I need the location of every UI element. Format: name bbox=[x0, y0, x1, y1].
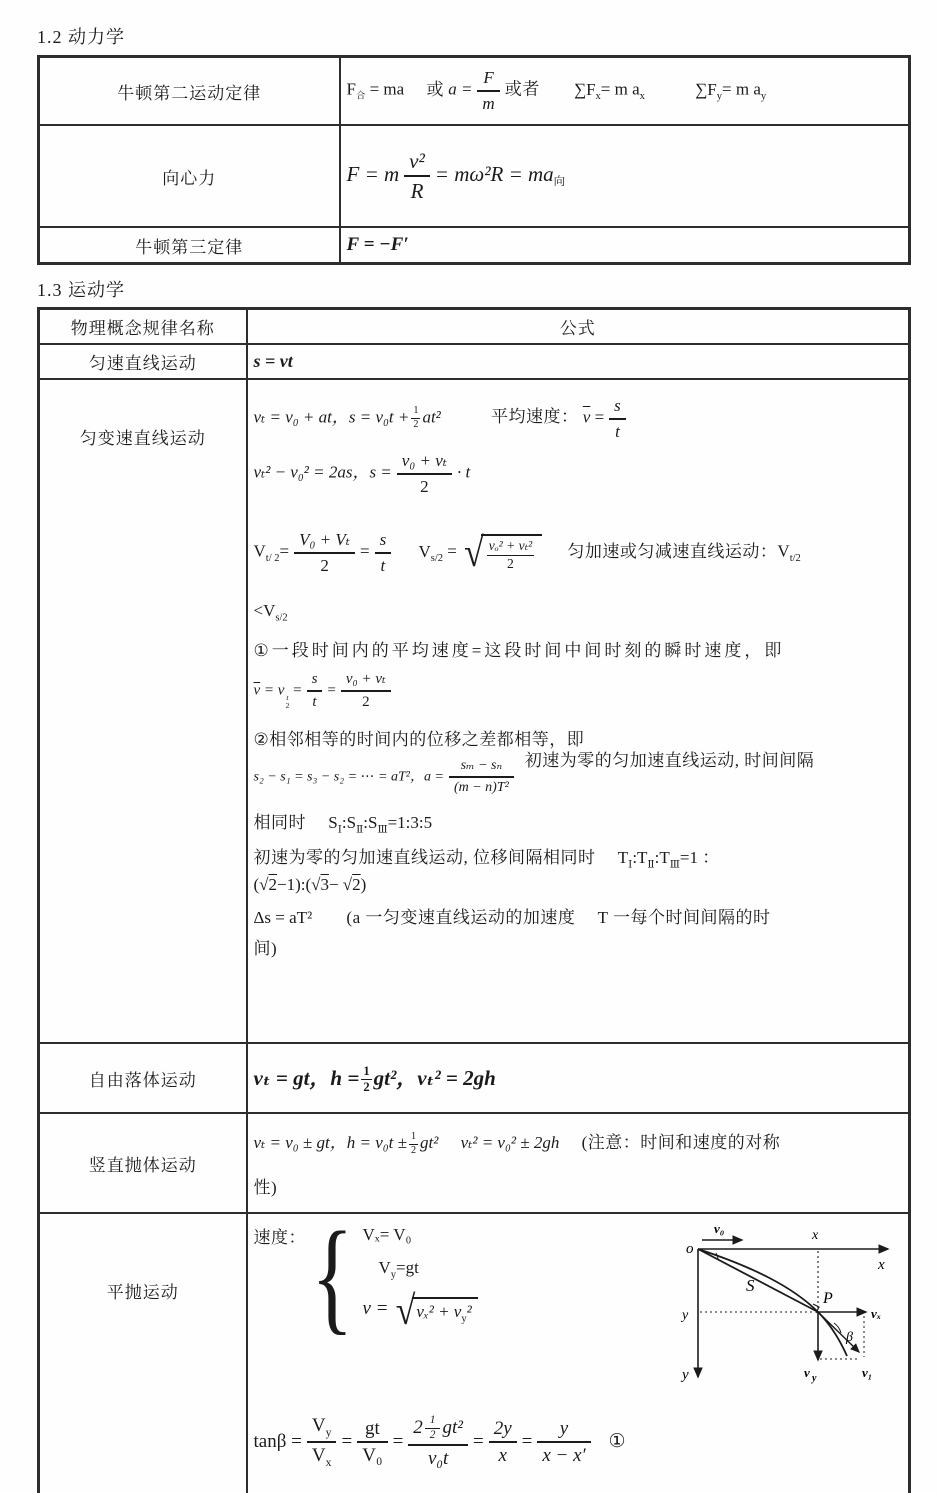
table-row bbox=[39, 1043, 910, 1113]
formula-run: 或 bbox=[426, 79, 444, 99]
formula-line-1 bbox=[254, 1128, 903, 1156]
formula-run: tanβ = bbox=[253, 1430, 302, 1452]
formula-run: vₜ² − v₀² = 2as，s = bbox=[253, 462, 392, 482]
fraction-numerator: 1 bbox=[409, 1132, 418, 1145]
row-label-projectile: 平抛运动 bbox=[39, 1213, 247, 1493]
formula-run: vₜ = v₀ ± gt，h = v₀t ± bbox=[253, 1133, 407, 1153]
formula-subscript: y bbox=[325, 1425, 332, 1439]
formula-run: V bbox=[418, 541, 431, 561]
formula-line-11 bbox=[254, 875, 903, 895]
fraction-numerator: V₀ + Vₜ bbox=[294, 530, 355, 554]
formula-subscript: y bbox=[716, 91, 723, 103]
formula-line-2 bbox=[254, 451, 903, 496]
formula-line-9 bbox=[254, 808, 903, 835]
formula-line-3 bbox=[254, 530, 903, 575]
fraction-denominator: 2 bbox=[410, 1144, 417, 1156]
table-row bbox=[39, 227, 910, 264]
fraction-denominator: m bbox=[482, 94, 495, 113]
fraction-numerator: vₒ² + vₜ² bbox=[487, 539, 534, 555]
fraction-denominator: t bbox=[312, 693, 317, 710]
header-formula: 公式 bbox=[247, 309, 910, 345]
table-row bbox=[39, 309, 910, 345]
formula-run: 或者 bbox=[504, 79, 540, 99]
formula-run: = ma bbox=[369, 79, 405, 99]
fraction-numerator: sₘ − sₙ bbox=[449, 758, 514, 778]
formula-subscript: Ⅲ bbox=[377, 824, 388, 836]
fraction-denominator: 2 bbox=[420, 476, 429, 496]
fraction-numerator: v² bbox=[404, 149, 430, 177]
fraction-denominator: R bbox=[410, 179, 424, 203]
formula-run: :T bbox=[632, 847, 648, 867]
fraction-denominator: 2 bbox=[507, 555, 514, 571]
formula-subscript: y bbox=[390, 1269, 397, 1281]
diagram-label-y-axis: y bbox=[682, 1367, 689, 1383]
small-fraction bbox=[361, 1065, 371, 1094]
dynamics-table bbox=[37, 55, 911, 265]
left-brace: { bbox=[311, 1207, 354, 1346]
fraction-denominator: x bbox=[498, 1445, 507, 1467]
formula-run: = bbox=[594, 407, 605, 427]
diagram-label-displacement: S bbox=[746, 1276, 755, 1295]
projectile-top-block bbox=[253, 1207, 903, 1391]
diagram-label-beta: β bbox=[846, 1330, 853, 1345]
formula-run: ∑F bbox=[573, 79, 596, 99]
fraction-numerator: s bbox=[307, 671, 323, 692]
fraction bbox=[489, 1418, 517, 1468]
fraction-numerator: 1 bbox=[425, 1415, 441, 1429]
formula-run: gt²，vₜ² = 2gh bbox=[373, 1065, 496, 1090]
cell-formula-newton3: F = −F′ bbox=[340, 227, 910, 264]
small-fraction bbox=[487, 539, 534, 571]
formula-run: V bbox=[378, 1258, 391, 1277]
table-row bbox=[39, 1213, 910, 1493]
fraction-denominator: 2 bbox=[362, 693, 370, 710]
formula-run: = m a bbox=[600, 79, 640, 99]
diagram-label-x-axis: x bbox=[878, 1257, 885, 1273]
formula-run: vₜ = v₀ + at，s = v₀t + bbox=[253, 407, 410, 427]
formula-run: :S bbox=[341, 813, 357, 833]
stacked-subscript bbox=[285, 694, 289, 710]
formula-line-13: 间) bbox=[253, 939, 278, 959]
formula-run: T 一每个时间间隔的时 bbox=[597, 908, 771, 928]
formula-subscript: t/ 2 bbox=[265, 553, 280, 565]
formula-subscript: Ⅰ bbox=[337, 824, 342, 836]
formula-run: $\overline{v}$ bbox=[582, 407, 591, 427]
formula-run: F = m bbox=[346, 161, 400, 186]
fraction-denominator bbox=[307, 1443, 337, 1469]
fraction-numerator: 1 bbox=[361, 1065, 371, 1080]
diagram-label-origin: o bbox=[686, 1241, 694, 1257]
fraction bbox=[477, 68, 499, 113]
diagram-label-vy: v bbox=[804, 1365, 810, 1380]
velocity-label: 速度： bbox=[253, 1228, 306, 1247]
radical-sign: √ bbox=[395, 1287, 416, 1334]
formula-line-10 bbox=[254, 843, 903, 870]
formula-run: v = bbox=[362, 1298, 389, 1320]
formula-side-note: 初速为零的匀加速直线运动, 时间间隔 bbox=[524, 751, 815, 771]
fraction-denominator: x − x′ bbox=[542, 1445, 586, 1467]
cell-formula-centripetal bbox=[340, 125, 910, 227]
fraction-numerator: t bbox=[286, 693, 289, 703]
formula-run: · t bbox=[456, 462, 471, 482]
formula-run: s₂ − s₁ = s₃ − s₂ = ⋯ = aT²，a = bbox=[253, 769, 444, 785]
formula-subscript: x bbox=[595, 91, 601, 103]
fraction-denominator: 2 bbox=[285, 701, 290, 711]
formula-subscript: x bbox=[639, 91, 645, 103]
formula-run: V bbox=[311, 1445, 326, 1467]
formula-run: at² bbox=[422, 407, 441, 427]
fraction bbox=[397, 451, 452, 496]
fraction-denominator: v₀t bbox=[427, 1447, 449, 1469]
v-magnitude-equation bbox=[362, 1287, 480, 1334]
formula-run: :S bbox=[363, 813, 378, 833]
formula-run: $\overline{v}$ bbox=[253, 682, 261, 699]
formula-line-4 bbox=[254, 601, 903, 623]
radicand bbox=[412, 1297, 477, 1324]
overlined-digit: 2 bbox=[352, 875, 361, 895]
formula-run: 平均速度： bbox=[491, 407, 579, 427]
fraction-denominator: 2 bbox=[413, 419, 419, 431]
formula-run: (注意：时间和速度的对称 bbox=[581, 1133, 781, 1153]
circled-one-marker: ① bbox=[608, 1430, 626, 1452]
formula-run: =1 ： bbox=[679, 847, 720, 867]
velocity-system bbox=[253, 1207, 481, 1346]
diagram-label-v1: v₁ bbox=[862, 1365, 873, 1380]
formula-subscript: Ⅰ bbox=[628, 859, 633, 871]
formula-line-6 bbox=[254, 671, 903, 712]
diagram-label-vy-sub: y bbox=[812, 1373, 817, 1384]
fraction-numerator bbox=[307, 1415, 337, 1443]
fraction bbox=[449, 758, 514, 796]
fraction-denominator: (m − n)T² bbox=[453, 780, 509, 796]
note-line-2: ②相邻相等的时间内的位移之差都相等，即 bbox=[253, 730, 585, 750]
radical-sign: √ bbox=[464, 529, 484, 576]
fraction-denominator: 2 bbox=[363, 1080, 370, 1095]
formula-run: 初速为零的匀加速直线运动, 位移间隔相同时 bbox=[253, 847, 596, 867]
fraction-numerator bbox=[408, 1415, 468, 1446]
table-row bbox=[39, 379, 910, 1043]
fraction bbox=[307, 671, 323, 712]
formula-run: (a 一匀变速直线运动的加速度 bbox=[346, 908, 576, 928]
formula-run: − √ bbox=[328, 875, 353, 895]
fraction-numerator: gt bbox=[357, 1418, 387, 1444]
formula-subscript: y bbox=[461, 1313, 467, 1325]
formula-line-2: 性) bbox=[253, 1177, 278, 1197]
fraction-denominator: 2 bbox=[320, 555, 329, 575]
formula-run: = bbox=[359, 541, 370, 561]
formula-run: gt² bbox=[442, 1416, 463, 1438]
fraction bbox=[609, 396, 626, 441]
small-fraction bbox=[425, 1415, 441, 1442]
formula-run: = v bbox=[263, 682, 285, 699]
small-fraction bbox=[409, 1132, 418, 1156]
diagram-label-vx: vₓ bbox=[871, 1306, 882, 1321]
table-row bbox=[39, 1113, 910, 1213]
formula-run: = bbox=[472, 1430, 484, 1452]
formula-line-12 bbox=[254, 903, 903, 928]
formula-run: = bbox=[327, 682, 336, 699]
formula-subscript: t/2 bbox=[789, 553, 801, 565]
fraction bbox=[537, 1418, 590, 1468]
fraction bbox=[357, 1418, 387, 1468]
formula-run: <V bbox=[253, 601, 276, 621]
formula-run: S bbox=[328, 813, 338, 833]
formula-run: :T bbox=[654, 847, 670, 867]
formula-subscript: s/2 bbox=[430, 553, 444, 565]
row-label-free-fall: 自由落体运动 bbox=[39, 1043, 247, 1113]
formula-subscript: 合 bbox=[355, 91, 366, 102]
section-heading-kinematics: 1.3 运动学 bbox=[37, 280, 125, 300]
fraction-denominator: V₀ bbox=[362, 1445, 383, 1467]
fraction-denominator: t bbox=[380, 555, 386, 575]
formula-run: T bbox=[617, 847, 629, 867]
formula-run: −1):(√ bbox=[277, 875, 321, 895]
formula-run: = bbox=[521, 1430, 533, 1452]
row-label-vertical-throw: 竖直抛体运动 bbox=[39, 1113, 247, 1213]
square-root bbox=[395, 1287, 478, 1334]
header-concept-name: 物理概念规律名称 bbox=[39, 309, 247, 345]
overlined-digit: 2 bbox=[268, 875, 277, 895]
formula-run: vₓ² + v bbox=[416, 1301, 462, 1321]
cell-formula-newton2 bbox=[340, 57, 910, 126]
formula-run: ∑F bbox=[695, 79, 717, 99]
formula-run: vₜ² = v₀² ± 2gh bbox=[460, 1133, 560, 1153]
formula-run: ) bbox=[360, 875, 367, 895]
fraction bbox=[404, 149, 430, 203]
formula-run: a = bbox=[448, 79, 473, 99]
formula-run: = bbox=[392, 1430, 404, 1452]
formula-run: gt² bbox=[420, 1133, 439, 1153]
fraction-numerator: y bbox=[537, 1418, 590, 1444]
formula-subscript: 向 bbox=[553, 175, 566, 188]
fraction-numerator: 1 bbox=[411, 406, 420, 419]
projectile-diagram bbox=[658, 1219, 902, 1391]
fraction bbox=[307, 1415, 337, 1470]
formula-run: =gt bbox=[396, 1258, 419, 1277]
formula-run: Δs = aT² bbox=[253, 908, 313, 928]
formula-run: F bbox=[346, 79, 356, 99]
table-row bbox=[39, 344, 910, 379]
fraction-numerator: s bbox=[375, 530, 392, 554]
cell-formula-vertical-throw bbox=[247, 1113, 910, 1213]
diagram-label-y-tick: y bbox=[682, 1308, 689, 1323]
row-label-newton2: 牛顿第二运动定律 bbox=[39, 57, 340, 126]
formula-run: (√ bbox=[253, 875, 269, 895]
formula-line-1 bbox=[254, 396, 903, 441]
cell-formula-uniform-acceleration bbox=[247, 379, 910, 1043]
formula-run: = m a bbox=[722, 79, 761, 99]
row-label-newton3: 牛顿第三定律 bbox=[39, 227, 340, 264]
table-row bbox=[39, 57, 910, 126]
section-heading-dynamics: 1.2 动力学 bbox=[37, 27, 125, 47]
square-root bbox=[464, 529, 542, 576]
fraction-numerator: 2y bbox=[489, 1418, 517, 1444]
fraction-numerator: s bbox=[609, 396, 626, 420]
vx-equation: Vₓ= V₀ bbox=[362, 1225, 412, 1244]
fraction-denominator: t bbox=[615, 421, 620, 441]
formula-run: =1:3:5 bbox=[387, 813, 433, 833]
formula-run: = bbox=[341, 1430, 353, 1452]
displacement-chord bbox=[698, 1249, 818, 1312]
formula-subscript: s/2 bbox=[275, 612, 288, 624]
table-row bbox=[39, 125, 910, 227]
vy-equation bbox=[362, 1258, 480, 1280]
formula-run: 2 bbox=[413, 1416, 423, 1438]
fraction bbox=[341, 671, 391, 712]
fraction-numerator: F bbox=[477, 68, 499, 92]
tan-beta-equation bbox=[254, 1415, 903, 1470]
formula-run: = mω²R = ma bbox=[434, 161, 554, 186]
fraction-numerator: v₀ + vₜ bbox=[397, 451, 452, 475]
formula-run: V bbox=[253, 541, 266, 561]
cell-formula-projectile bbox=[247, 1207, 910, 1493]
formula-subscript: Ⅲ bbox=[669, 859, 680, 871]
formula-subscript: Ⅱ bbox=[647, 859, 655, 871]
formula-run: = bbox=[293, 682, 302, 699]
formula-run: = bbox=[447, 541, 457, 561]
diagram-label-p: P bbox=[823, 1290, 833, 1307]
formula-run: V bbox=[311, 1415, 326, 1437]
fraction bbox=[375, 530, 392, 575]
note-line-1: ①一段时间内的平均速度=这段时间中间时刻的瞬时速度，即 bbox=[253, 640, 785, 660]
diagram-label-x-tick: x bbox=[812, 1228, 819, 1243]
fraction bbox=[408, 1415, 468, 1470]
formula-run: 匀加速或匀减速直线运动： bbox=[567, 541, 778, 561]
formula-run: 相同时 bbox=[253, 813, 306, 833]
row-label-centripetal: 向心力 bbox=[39, 125, 340, 227]
diagram-label-v0: v₀ bbox=[714, 1221, 725, 1236]
formula-run: vₜ = gt，h = bbox=[253, 1065, 360, 1090]
cell-formula-uniform: s = vt bbox=[247, 344, 910, 379]
formula-run: V bbox=[777, 541, 790, 561]
overlined-digit: 3 bbox=[320, 875, 329, 895]
radicand bbox=[481, 534, 542, 571]
formula-subscript: Ⅱ bbox=[356, 824, 364, 836]
row-label-uniform-motion: 匀速直线运动 bbox=[39, 344, 247, 379]
formula-run: ² bbox=[466, 1301, 472, 1321]
formula-subscript: y bbox=[760, 91, 767, 103]
fraction-numerator: v₀ + vₜ bbox=[341, 671, 391, 692]
cell-formula-free-fall bbox=[247, 1043, 910, 1113]
formula-run: = bbox=[279, 541, 290, 561]
formula-line-8 bbox=[253, 751, 903, 796]
fraction-denominator: 2 bbox=[429, 1428, 436, 1441]
small-fraction bbox=[411, 406, 420, 430]
formula-subscript: x bbox=[325, 1456, 332, 1470]
row-label-uniform-acceleration: 匀变速直线运动 bbox=[39, 379, 247, 1043]
fraction bbox=[294, 530, 355, 575]
kinematics-table bbox=[37, 307, 911, 1493]
velocity-equations bbox=[362, 1219, 480, 1334]
